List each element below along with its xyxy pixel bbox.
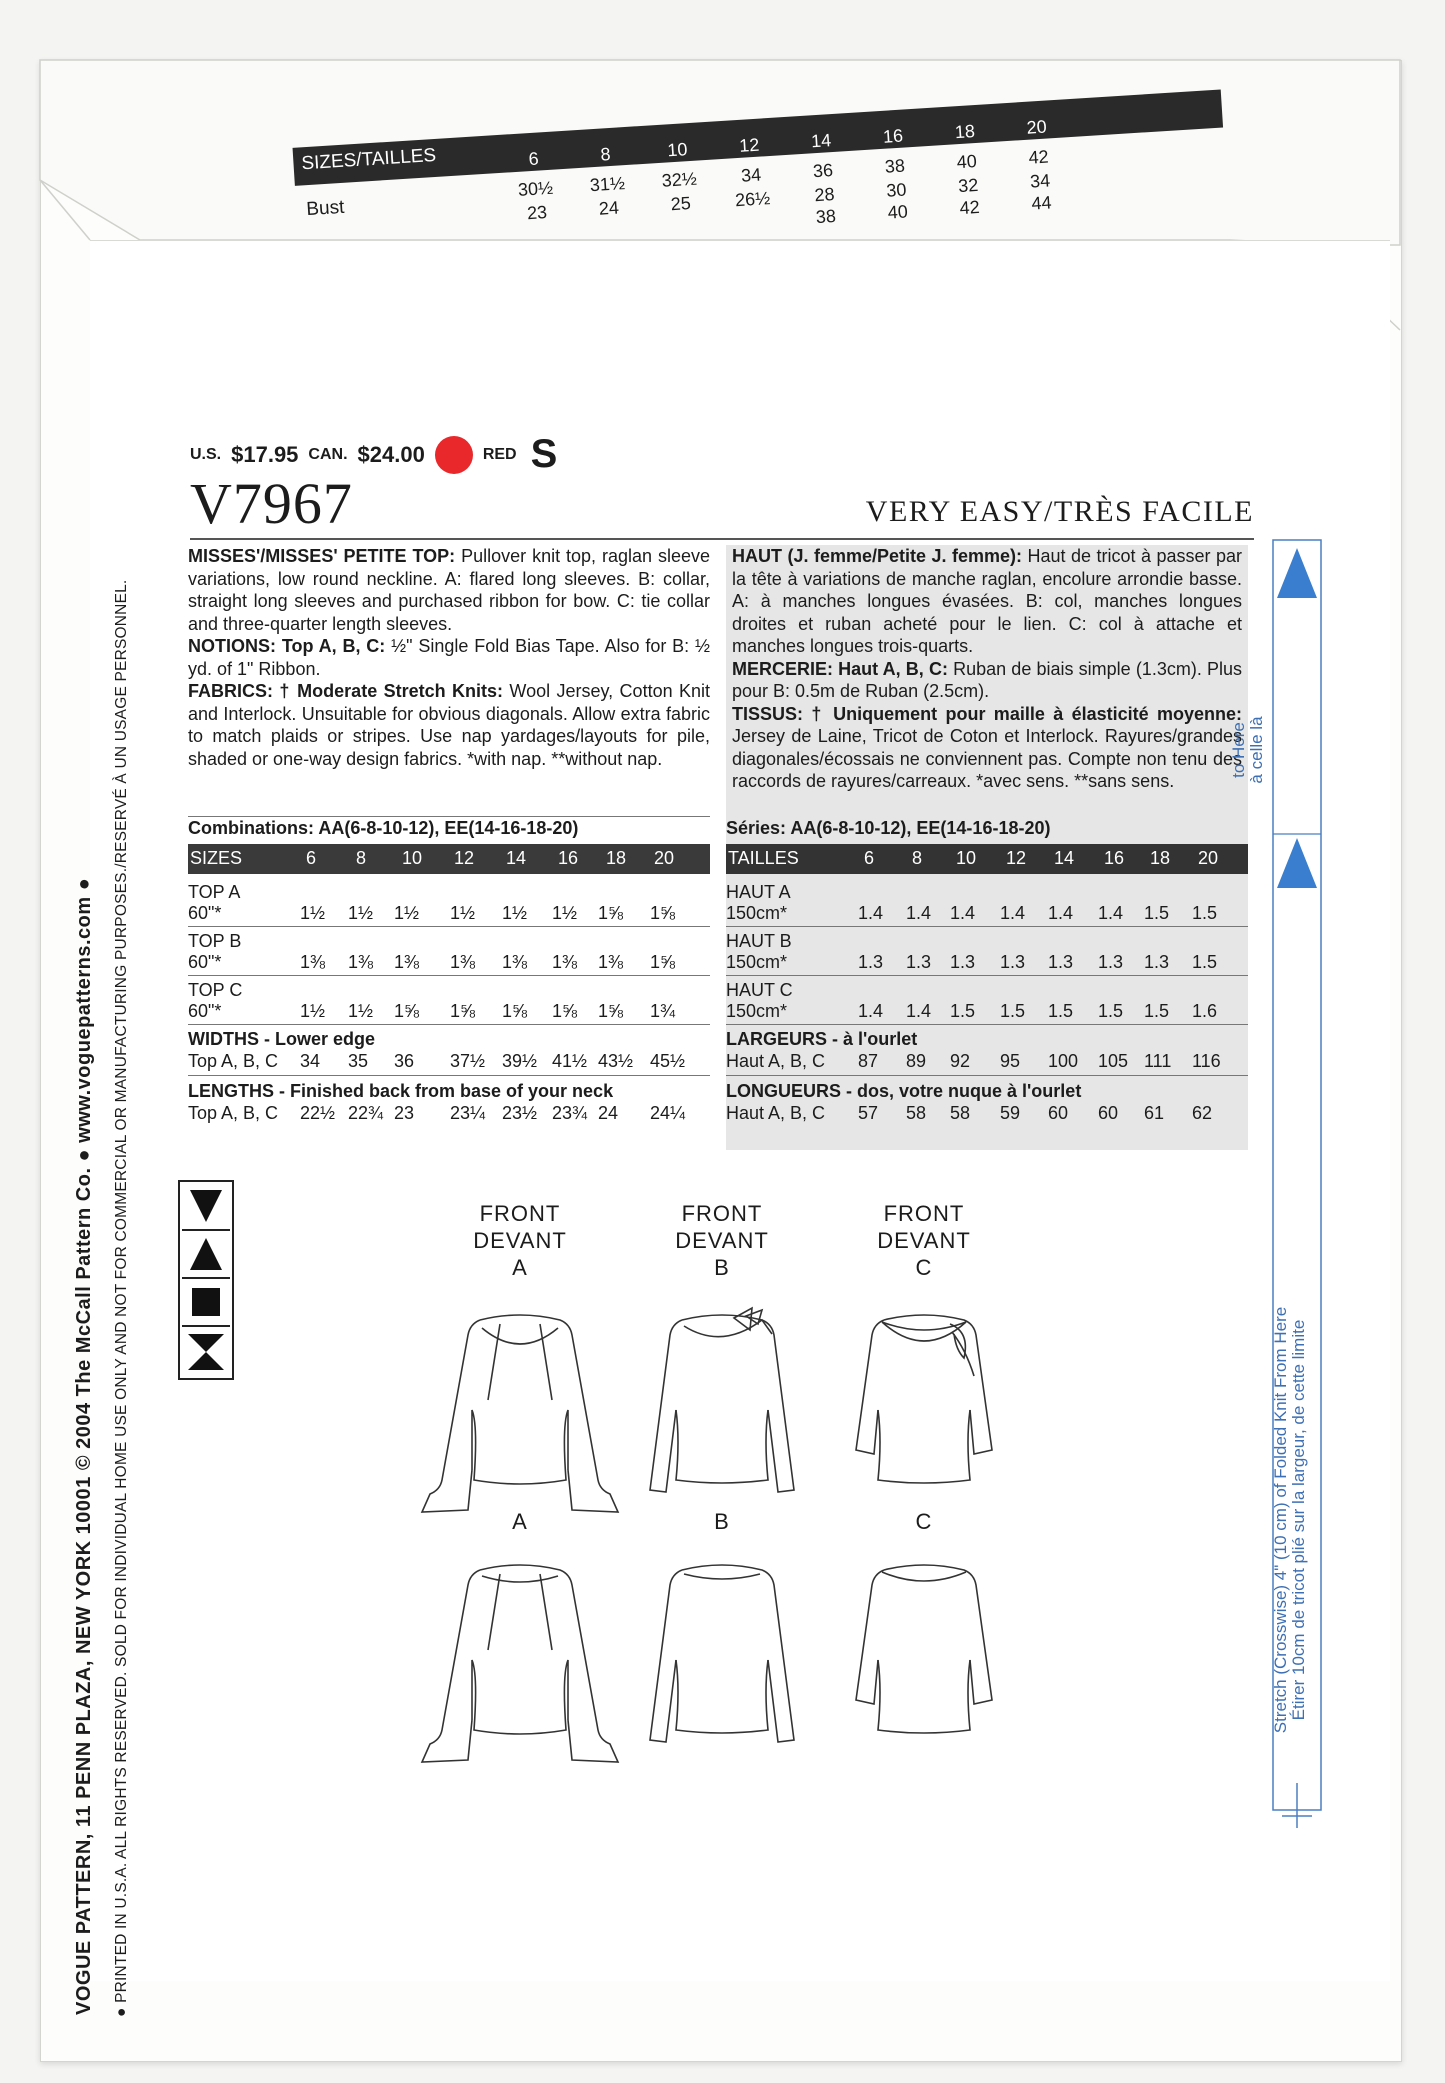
to-here-fr: à celle là [1247, 716, 1266, 784]
yardage-value: 1⅜ [348, 952, 374, 972]
bust-value: 30½ [517, 177, 554, 200]
size-col: 12 [454, 848, 475, 868]
yardage-value: 1⅝ [650, 952, 676, 972]
size-col: 6 [306, 848, 317, 868]
size-col: 8 [356, 848, 367, 868]
yardage-value: 1.3 [1048, 952, 1074, 972]
size-col: 20 [654, 848, 675, 868]
row-divider [188, 975, 710, 976]
yardage-value: 1.4 [858, 903, 884, 923]
strip-value: 42 [958, 196, 981, 219]
garment-illustrations [420, 1280, 1060, 1800]
up-triangle-icon [190, 1238, 222, 1270]
back-view-a-drawing [422, 1565, 618, 1762]
devant-label: DEVANT [675, 1228, 769, 1253]
width-value: 36 [394, 1051, 415, 1071]
width-value: 41½ [552, 1051, 588, 1071]
combinations: Combinations: AA(6-8-10-12), EE(14-16-18-20) [188, 818, 579, 838]
yardage-value: 1⅜ [598, 952, 624, 972]
yardage-value: 1½ [394, 903, 420, 923]
width-value: 35 [348, 1051, 369, 1071]
yardage-value: 1⅝ [450, 1001, 476, 1021]
width-value: 87 [858, 1051, 879, 1071]
symbol-legend [178, 1180, 234, 1380]
down-triangle-icon [190, 1190, 222, 1222]
strip-size: 8 [599, 143, 612, 165]
front-label: FRONT [883, 1201, 965, 1226]
strip-value: 40 [887, 201, 909, 223]
yardage-row-name: HAUT C [726, 980, 793, 1000]
size-col: 10 [402, 848, 423, 868]
width-value: 116 [1192, 1051, 1221, 1071]
strip-value: 25 [670, 193, 692, 215]
strip-value: 28 [813, 184, 836, 206]
view-letter: B [714, 1255, 730, 1280]
length-value: 23¼ [450, 1103, 486, 1123]
color-dot-icon [435, 436, 473, 474]
size-col: 12 [1006, 848, 1027, 868]
us-price: $17.95 [231, 441, 299, 467]
yardage-row-fabric: 150cm* [726, 903, 788, 923]
yardage-value: 1½ [552, 903, 578, 923]
yardage-value: 1.5 [1098, 1001, 1124, 1021]
devant-label: DEVANT [473, 1228, 567, 1253]
yardage-value: 1½ [348, 1001, 374, 1021]
yardage-value: 1½ [348, 903, 374, 923]
english-yardage-table [188, 818, 710, 1148]
yardage-value: 1⅝ [650, 903, 676, 923]
length-value: 60 [1098, 1103, 1119, 1123]
lengths-title: LONGUEURS - dos, votre nuque à l'ourlet [726, 1081, 1082, 1101]
yardage-value: 1.4 [858, 1001, 884, 1021]
size-col: 16 [558, 848, 579, 868]
fabrics-body: Jersey de Laine, Tricot de Coton et Interlock. Rayures/grandes diagonales/écossais ne conviennent pas. Compte non tenu des raccords de rayures/carreaux. *avec sens. **sans sens. [732, 726, 1242, 791]
front-view-c-drawing [856, 1315, 992, 1483]
yardage-value: 1⅝ [552, 1001, 578, 1021]
yardage-row-name: TOP A [188, 882, 241, 902]
row-divider [188, 926, 710, 927]
strip-value: 32 [957, 174, 979, 197]
width-value: 95 [1000, 1051, 1021, 1071]
stretch-arrow-icon [1277, 548, 1317, 598]
length-value: 57 [858, 1103, 879, 1123]
french-yardage-table [726, 818, 1248, 1148]
desc-title: HAUT (J. femme/Petite J. femme): [732, 546, 1022, 566]
fabrics-title: TISSUS: † Uniquement pour maille à élasticité moyenne: [732, 703, 1242, 724]
yardage-row-fabric: 60"* [188, 952, 222, 972]
sizes-header [188, 844, 710, 874]
size-letter: S [530, 432, 558, 476]
view-letter: C [915, 1255, 933, 1280]
can-label: CAN. [308, 445, 348, 463]
back-view-c-drawing [856, 1565, 992, 1733]
yardage-value: 1.3 [858, 952, 884, 972]
length-value: 60 [1048, 1103, 1069, 1123]
widths-title: LARGEURS - à l'ourlet [726, 1029, 918, 1049]
desc-body: Haut de tricot à passer par la tête à variations de manche raglan, encolure arrondie basse. A: à manches longues évasées. B: col, manches longues droites et ruban acheté pour le lien. C: col à attache et manches longues trois-quarts. [732, 546, 1242, 656]
width-value: 34 [300, 1051, 321, 1071]
sizes-header [726, 844, 1248, 874]
yardage-value: 1.3 [950, 952, 976, 972]
length-value: 58 [906, 1103, 927, 1123]
notions-body: ½" Single Fold Bias Tape. Also for B: ½ yd. of 1" Ribbon. [188, 636, 710, 679]
back-view-b-label: B [714, 1509, 730, 1534]
yardage-value: 1⅜ [394, 952, 420, 972]
view-b-label [652, 1200, 792, 1281]
to-here-en: to Here [1229, 722, 1248, 778]
yardage-value: 1½ [300, 903, 326, 923]
strip-size: 10 [666, 139, 689, 161]
bust-value: 38 [884, 155, 906, 177]
yardage-value: 1.5 [1144, 903, 1170, 923]
yardage-value: 1.5 [1048, 1001, 1074, 1021]
stretch-from-label [1272, 1170, 1312, 1870]
size-col: 18 [1150, 848, 1171, 868]
row-divider [188, 1075, 710, 1076]
publisher-line: VOGUE PATTERN, 11 PENN PLAZA, NEW YORK 10001 © 2004 The McCall Pattern Co. ● www.voguepatterns.com ● [73, 877, 95, 2015]
row-divider [726, 1075, 1248, 1076]
length-value: 23 [394, 1103, 415, 1123]
front-view-b-drawing [650, 1308, 794, 1492]
square-icon [192, 1288, 220, 1316]
yardage-value: 1.4 [1098, 903, 1124, 923]
yardage-value: 1⅜ [502, 952, 528, 972]
yardage-value: 1.4 [1048, 903, 1074, 923]
bust-value: 32½ [661, 168, 698, 191]
notions-title: MERCERIE: Haut A, B, C: [732, 658, 948, 679]
length-value: 23¾ [552, 1103, 588, 1123]
yardage-row-name: HAUT A [726, 882, 791, 902]
length-value: 58 [950, 1103, 971, 1123]
desc-body: Pullover knit top, raglan sleeve variations, low round neckline. A: flared long sleeves. B: collar, straight long sleeves and purchased ribbon for bow. C: tie collar and three-quarter length sleeves. [188, 546, 710, 634]
yardage-value: 1½ [300, 1001, 326, 1021]
desc-title: MISSES'/MISSES' PETITE TOP: [188, 546, 456, 566]
row-divider [726, 1024, 1248, 1025]
size-col: 16 [1104, 848, 1125, 868]
length-value: 23½ [502, 1103, 538, 1123]
yardage-value: 1½ [450, 903, 476, 923]
yardage-value: 1.4 [906, 903, 932, 923]
sizes-label: SIZES [190, 848, 243, 868]
size-col: 14 [506, 848, 527, 868]
yardage-value: 1.5 [1192, 903, 1218, 923]
size-strip-label: SIZES/TAILLES [300, 144, 437, 175]
color-label: RED [482, 445, 517, 463]
yardage-value: 1.4 [1000, 903, 1026, 923]
yardage-value: 1⅝ [598, 1001, 624, 1021]
width-value: 92 [950, 1051, 971, 1071]
bowtie-icon [188, 1334, 224, 1370]
stretch-fr: Étirer 10cm de tricot plié sur la largeur, de cette limite [1289, 1319, 1308, 1721]
bust-value: 40 [956, 151, 978, 173]
width-value: 89 [906, 1051, 927, 1071]
can-price: $24.00 [357, 441, 425, 467]
us-label: U.S. [190, 445, 222, 463]
strip-size: 12 [738, 134, 760, 156]
yardage-value: 1.5 [950, 1001, 976, 1021]
strip-size: 14 [810, 130, 832, 152]
header-rule [190, 538, 1254, 540]
bust-value: 34 [740, 164, 762, 186]
yardage-value: 1.3 [1098, 952, 1124, 972]
widths-label: Top A, B, C [188, 1051, 279, 1071]
devant-label: DEVANT [877, 1228, 971, 1253]
yardage-row-fabric: 60"* [188, 1001, 222, 1021]
row-divider [188, 1024, 710, 1025]
strip-value: 26½ [734, 188, 771, 211]
width-value: 45½ [650, 1051, 686, 1071]
back-view-a-label: A [512, 1509, 528, 1534]
strip-value: 24 [598, 197, 620, 219]
stretch-arrow-icon [1277, 838, 1317, 888]
lengths-label: Haut A, B, C [726, 1103, 826, 1123]
view-a-label [450, 1200, 590, 1281]
length-value: 22¾ [348, 1103, 384, 1123]
yardage-value: 1⅝ [502, 1001, 528, 1021]
fabrics-body: Wool Jersey, Cotton Knit and Interlock. Unsuitable for obvious diagonals. Allow extra fabric to match plaids or stripes. Use nap yardages/layouts for pile, shaded or one-way design fabrics. *with nap. **without nap. [188, 681, 710, 769]
yardage-value: 1¾ [650, 1001, 676, 1021]
row-divider [726, 926, 1248, 927]
size-col: 14 [1054, 848, 1075, 868]
yardage-value: 1⅜ [552, 952, 578, 972]
fabrics-title: FABRICS: † Moderate Stretch Knits: [188, 681, 503, 701]
yardage-value: 1.5 [1144, 1001, 1170, 1021]
pattern-number: V7967 [190, 471, 353, 536]
combinations: Séries: AA(6-8-10-12), EE(14-16-18-20) [726, 818, 1051, 838]
symbol-legend-graphic [180, 1182, 232, 1378]
bust-value: 31½ [589, 173, 626, 196]
size-col: 6 [864, 848, 875, 868]
strip-value: 30 [885, 179, 907, 201]
view-c-label [854, 1200, 994, 1281]
english-description [188, 545, 710, 770]
yardage-value: 1.4 [906, 1001, 932, 1021]
strip-value: 23 [526, 202, 548, 224]
width-value: 37½ [450, 1051, 486, 1071]
back-view-c-label: C [915, 1509, 933, 1534]
yardage-value: 1.4 [950, 903, 976, 923]
yardage-value: 1⅜ [450, 952, 476, 972]
notions-title: NOTIONS: Top A, B, C: [188, 636, 386, 656]
widths-title: WIDTHS - Lower edge [188, 1029, 376, 1049]
yardage-value: 1.3 [906, 952, 932, 972]
sizes-label: TAILLES [728, 848, 799, 868]
front-view-a-drawing [422, 1315, 618, 1512]
strip-size: 20 [1026, 116, 1048, 138]
length-value: 59 [1000, 1103, 1021, 1123]
length-value: 24¼ [650, 1103, 686, 1123]
yardage-value: 1.3 [1000, 952, 1026, 972]
rights-line: ● PRINTED IN U.S.A. ALL RIGHTS RESERVED. SOLD FOR INDIVIDUAL HOME USE ONLY AND NOT FOR COMMERCIAL OR MANUFACTURING PURPOSES./RESERVÉ À UN USAGE PERSONNEL. [113, 579, 130, 2017]
yardage-value: 1½ [502, 903, 528, 923]
view-letter: A [512, 1255, 528, 1280]
table-rule [188, 816, 710, 817]
length-value: 61 [1144, 1103, 1165, 1123]
yardage-value: 1.3 [1144, 952, 1170, 972]
width-value: 100 [1048, 1051, 1079, 1071]
notions-body: Ruban de biais simple (1.3cm). Plus pour B: 0.5m de Ruban (2.5cm). [732, 658, 1242, 701]
length-value: 24 [598, 1103, 619, 1123]
yardage-row-fabric: 150cm* [726, 952, 788, 972]
bust-value: 42 [1027, 146, 1050, 168]
strip-value: 38 [815, 205, 837, 228]
strip-size: 16 [882, 125, 904, 147]
yardage-row-name: TOP B [188, 931, 242, 951]
size-col: 20 [1198, 848, 1219, 868]
length-value: 22½ [300, 1103, 336, 1123]
widths-label: Haut A, B, C [726, 1051, 826, 1071]
row-divider [726, 975, 1248, 976]
front-label: FRONT [681, 1201, 763, 1226]
width-value: 105 [1098, 1051, 1129, 1071]
lengths-title: LENGTHS - Finished back from base of your neck [188, 1081, 614, 1101]
bust-label: Bust [305, 196, 346, 221]
yardage-value: 1.5 [1192, 952, 1218, 972]
strip-value: 34 [1029, 170, 1051, 192]
lengths-label: Top A, B, C [188, 1103, 279, 1123]
strip-value: 44 [1030, 192, 1053, 214]
yardage-value: 1⅝ [598, 903, 624, 923]
yardage-row-name: HAUT B [726, 931, 792, 951]
bust-value: 36 [812, 160, 834, 182]
strip-size: 6 [528, 148, 540, 170]
yardage-row-fabric: 60"* [188, 903, 222, 923]
strip-size: 18 [954, 121, 976, 143]
stretch-en: Stretch (Crosswise) 4" (10 cm) of Folded Knit From Here [1271, 1306, 1290, 1734]
yardage-value: 1⅜ [300, 952, 326, 972]
width-value: 39½ [502, 1051, 538, 1071]
width-value: 43½ [598, 1051, 634, 1071]
yardage-row-name: TOP C [188, 980, 243, 1000]
size-col: 18 [606, 848, 627, 868]
yardage-row-fabric: 150cm* [726, 1001, 788, 1021]
front-label: FRONT [479, 1201, 561, 1226]
size-col: 10 [956, 848, 977, 868]
width-value: 111 [1144, 1051, 1172, 1071]
to-here-label [1230, 660, 1270, 840]
yardage-value: 1.5 [1000, 1001, 1026, 1021]
length-value: 62 [1192, 1103, 1213, 1123]
yardage-value: 1⅝ [394, 1001, 420, 1021]
size-col: 8 [912, 848, 923, 868]
back-view-b-drawing [650, 1565, 794, 1742]
yardage-value: 1.6 [1192, 1001, 1218, 1021]
difficulty-label: VERY EASY/TRÈS FACILE [865, 495, 1254, 528]
